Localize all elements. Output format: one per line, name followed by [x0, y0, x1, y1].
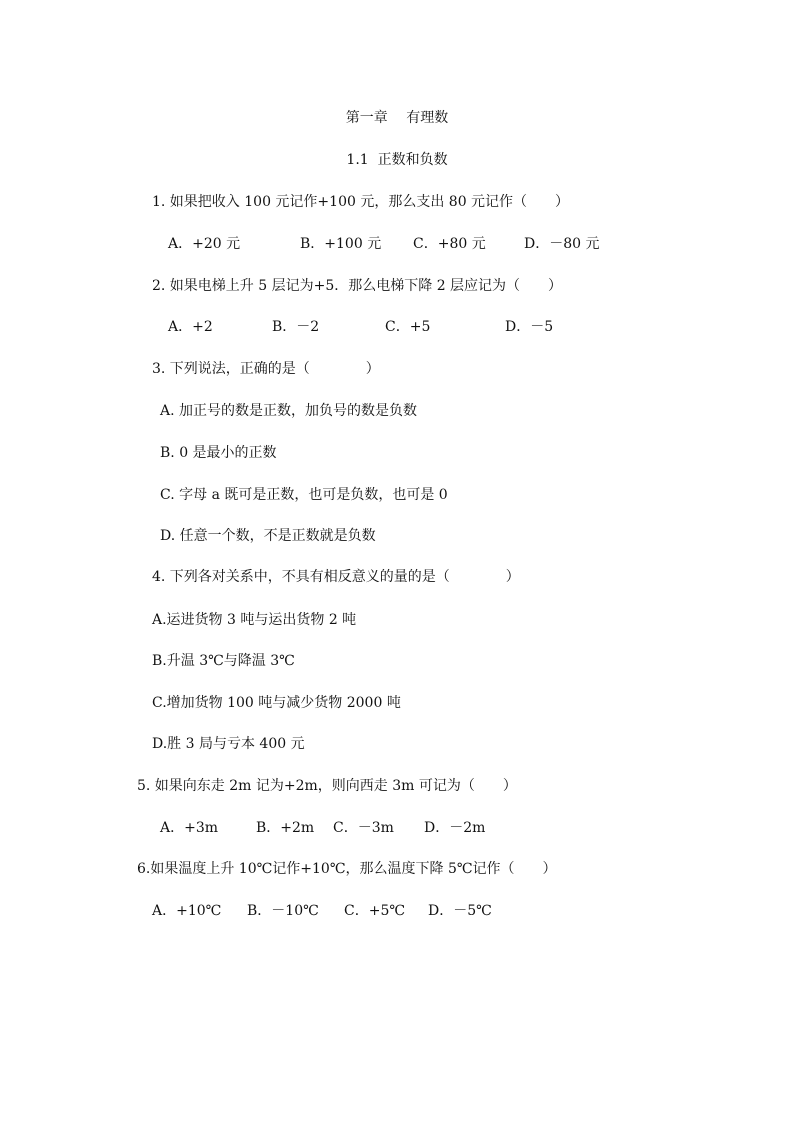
option-b: B．－10℃ [247, 903, 319, 919]
question-stem: 5. 如果向东走 2m 记为+2m，则向西走 3m 可记为（ ） [137, 778, 517, 794]
option-c: C．+5℃ [344, 903, 406, 919]
question-stem: 1. 如果把收入 100 元记作+100 元，那么支出 80 元记作（ ） [152, 194, 570, 210]
question-stem: 2. 如果电梯上升 5 层记为+5．那么电梯下降 2 层应记为（ ） [152, 278, 563, 294]
option-c: C．+5 [385, 319, 431, 335]
option-d: D．－2m [424, 820, 486, 836]
question-stem: 3. 下列说法，正确的是（ ） [152, 361, 380, 377]
option-d: D. 任意一个数，不是正数就是负数 [160, 528, 376, 544]
option-c: C．+80 元 [413, 236, 486, 252]
option-d: D．－5 [505, 319, 554, 335]
option-a: A．+2 [168, 319, 213, 335]
section-title: 1.1 正数和负数 [346, 152, 448, 168]
option-d: D．－80 元 [524, 236, 600, 252]
question-stem: 4. 下列各对关系中，不具有相反意义的量的是（ ） [152, 569, 520, 585]
option-d: D．－5℃ [428, 903, 492, 919]
option-c: C. 字母 a 既可是正数，也可是负数，也可是 0 [160, 487, 448, 503]
option-b: B．+2m [256, 820, 315, 836]
option-a: A．+3m [160, 820, 219, 836]
option-a: A. 加正号的数是正数，加负号的数是负数 [160, 403, 418, 419]
option-a: A．+20 元 [168, 236, 241, 252]
option-b: B. 0 是最小的正数 [160, 445, 277, 461]
option-b: B．－2 [272, 319, 320, 335]
option-c: C．－3m [333, 820, 394, 836]
option-c: C.增加货物 100 吨与减少货物 2000 吨 [152, 695, 401, 711]
option-a: A.运进货物 3 吨与运出货物 2 吨 [152, 612, 357, 628]
chapter-title: 第一章 有理数 [345, 110, 449, 126]
option-d: D.胜 3 局与亏本 400 元 [152, 736, 305, 752]
option-b: B．+100 元 [300, 236, 382, 252]
option-b: B.升温 3℃与降温 3℃ [152, 653, 295, 669]
option-a: A．+10℃ [152, 903, 222, 919]
question-stem: 6.如果温度上升 10℃记作+10℃，那么温度下降 5℃记作（ ） [137, 861, 557, 877]
